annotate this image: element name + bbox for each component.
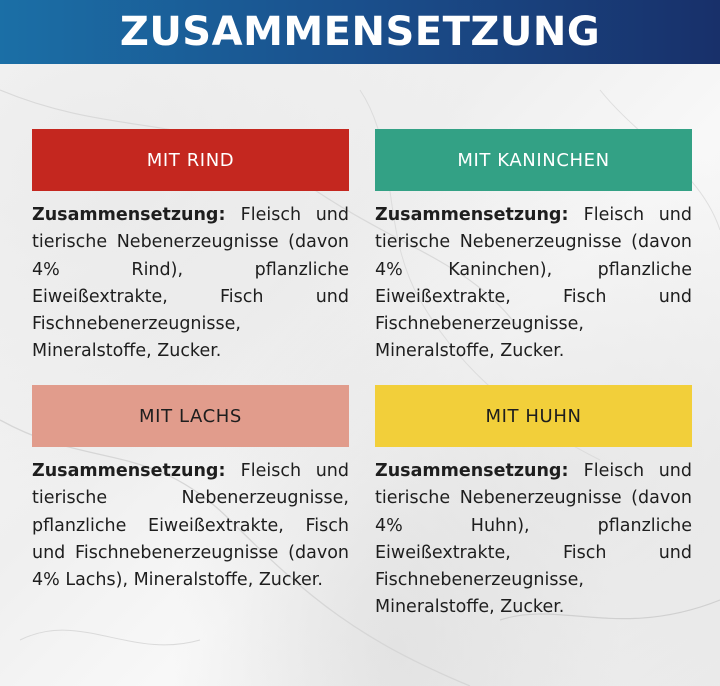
composition-label: Zusammensetzung: — [32, 461, 241, 481]
card-header-lachs — [32, 385, 349, 447]
composition-text: Fleisch und tierische Nebenerzeugnisse (davon 4% Kaninchen), pflanzliche Eiweißextrakte, Fisch und Fischnebenerzeugnisse, Mineralstoffe, Zucker. — [375, 205, 692, 362]
card-title: MIT RIND — [146, 149, 235, 171]
card-rind — [32, 129, 349, 366]
card-header-kaninchen — [375, 129, 692, 191]
card-kaninchen — [375, 129, 692, 366]
card-title: MIT HUHN — [485, 405, 582, 427]
composition-text: Fleisch und tierische Nebenerzeugnisse (davon 4% Huhn), pflanzliche Eiweißextrakte, Fisch und Fischnebenerzeugnisse, Mineralstoffe, Zucker. — [375, 461, 692, 618]
composition-label: Zusammensetzung: — [32, 205, 241, 225]
composition-text: Fleisch und tierische Nebenerzeugnisse (davon 4% Rind), pflanzliche Eiweißextrakte, Fisch und Fischnebenerzeugnisse, Mineralstoffe, Zucker. — [32, 205, 349, 362]
card-huhn — [375, 385, 692, 622]
card-title: MIT LACHS — [139, 405, 242, 427]
card-header-huhn — [375, 385, 692, 447]
header-banner — [0, 0, 720, 64]
page-title: ZUSAMMENSETZUNG — [119, 9, 601, 55]
card-description — [32, 458, 349, 594]
card-description — [375, 458, 692, 622]
composition-label: Zusammensetzung: — [375, 205, 584, 225]
card-title: MIT KANINCHEN — [457, 149, 610, 171]
card-lachs — [32, 385, 349, 594]
card-description — [32, 202, 349, 366]
card-header-rind — [32, 129, 349, 191]
composition-text: Fleisch und tierische Nebenerzeugnisse, pflanzliche Eiweißextrakte, Fisch und Fischnebenerzeugnisse (davon 4% Lachs), Mineralstoffe, Zucker. — [32, 461, 349, 591]
card-description — [375, 202, 692, 366]
composition-label: Zusammensetzung: — [375, 461, 584, 481]
